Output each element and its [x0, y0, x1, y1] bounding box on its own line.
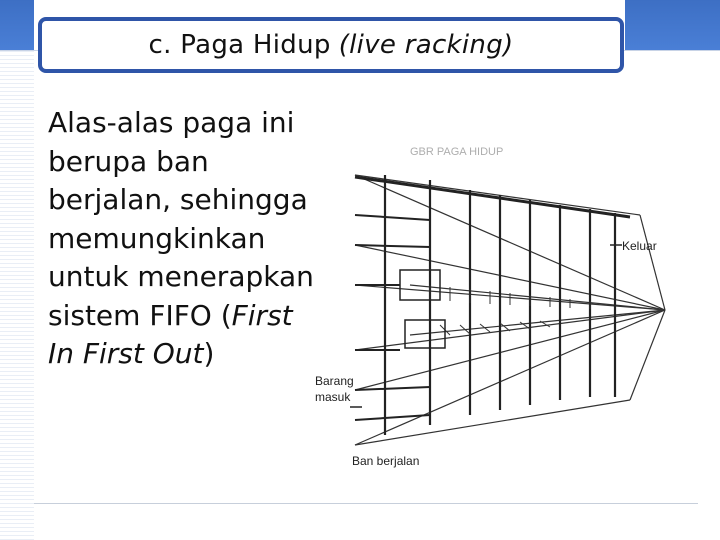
label-masuk: masuk	[315, 390, 351, 404]
rack-illustration	[300, 135, 690, 475]
slide-title	[42, 21, 620, 69]
label-keluar: Keluar	[622, 239, 657, 253]
left-decorative-strip	[0, 0, 34, 540]
top-band-right-block	[625, 0, 720, 50]
slide-body-text	[48, 104, 318, 374]
label-barang: Barang	[315, 374, 354, 388]
body-italic: First In First Out	[48, 298, 293, 370]
slide-title-box	[38, 17, 624, 73]
top-band-left-block	[0, 0, 34, 50]
label-ban-berjalan: Ban berjalan	[352, 454, 420, 468]
title-italic: (live racking)	[338, 30, 514, 60]
body-close: )	[203, 337, 215, 370]
diagram-top-label: GBR PAGA HIDUP	[410, 146, 504, 158]
body-plain: Alas-alas paga ini berupa ban berjalan, sehingga memungkinkan untuk menerapkan sistem FIFO (	[48, 106, 314, 332]
live-racking-diagram	[300, 135, 690, 475]
bottom-divider	[34, 503, 698, 504]
title-main: c. Paga Hidup	[148, 30, 331, 60]
